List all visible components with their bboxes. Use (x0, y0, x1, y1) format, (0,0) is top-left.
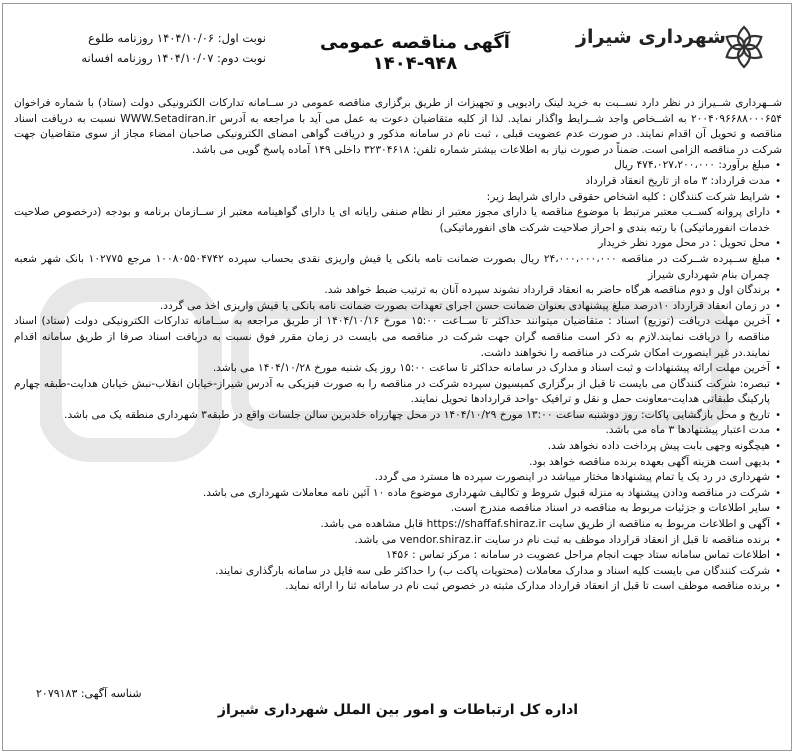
list-item: • مبلغ ســپرده شــرکت در مناقصه ۲۴،۰۰۰،۰۰۰،۰۰۰ ریال بصورت ضمانت نامه بانکی یا فیش واریزی نقدی بحساب سپرده ۱۰۰۸۰۵۵۰۴۷۴۲ مرجع ۱۰۲۷۷۵ بانک شهر شعبه چمران بنام شهرداری شیراز (14, 252, 782, 283)
list-item: • شرایط شرکت کنندگان : کلیه اشخاص حقوقی دارای شرایط زیر: (14, 190, 782, 206)
list-item: • اطلاعات تماس سامانه ستاد جهت انجام مراحل عضویت در سامانه : مرکز تماس : ۱۴۵۶ (14, 548, 782, 564)
notice-body (14, 96, 782, 595)
publication-first: نوبت اول: ۱۴۰۴/۱۰/۰۶ روزنامه طلوع (88, 31, 266, 45)
publication-second: نوبت دوم: ۱۴۰۴/۱۰/۰۷ روزنامه افسانه (81, 51, 266, 65)
list-item: • آخرین مهلت ارائه پیشنهادات و ثبت اسناد و مدارک در سامانه حداکثر تا ساعت ۱۵:۰۰ روز یک شنبه مورخ ۱۴۰۴/۱۰/۲۸ می باشد. (14, 361, 782, 377)
notice-title: آگهی مناقصه عمومی ۹۴۸-۱۴۰۴ (320, 32, 510, 74)
list-item: • تبصره: شرکت کنندگان می بایست تا قبل از برگزاری کمیسیون سپرده شرکت در مناقصه را به صورت فیزیکی به آدرس شیراز-خیابان انقلاب-نبش خیابان هدایت-طبقه چهارم پارکینگ طبقاتی هدایت-معاونت حمل و نقل و ترافیک -واحد قراردادها تحویل نمایند. (14, 377, 782, 408)
list-item: • برنده مناقصه تا قبل از انعقاد قرارداد موظف به ثبت نام در سایت vendor.shiraz.ir می باشد. (14, 533, 782, 549)
list-item: • هیچگونه وجهی بابت پیش پرداخت داده نخواهد شد. (14, 439, 782, 455)
ad-id: شناسه آگهی: ۲۰۷۹۱۸۳ (36, 687, 142, 700)
issuing-office: اداره کل ارتباطات و امور بین الملل شهرداری شیراز (217, 702, 579, 718)
list-item: • شرکت کنندگان می بایست کلیه اسناد و مدارک معاملات (محتویات پاکت ب) را حداکثر طی سه فایل در سامانه بارگذاری نمایند. (14, 564, 782, 580)
list-item: • بدیهی است هزینه آگهی بعهده برنده مناقصه خواهد بود. (14, 455, 782, 471)
list-item: • در زمان انعقاد قرارداد ۱۰درصد مبلغ پیشنهادی بعنوان ضمانت حسن اجرای تعهدات بصورت ضمانت نامه بانکی یا فیش واریزی اخذ می گردد. (14, 299, 782, 315)
list-item: • دارای پروانه کســب معتبر مرتبط با موضوع مناقصه یا دارای مجوز معتبر از نظام صنفی رایانه ای یا دارای گواهینامه معتبر از ســازمان برنامه و بودجه (درخصوص صلاحیت خدمات انفورماتیکی) با رتبه بندی و احراز صلاحیت شرکت های انفورماتیکی) (14, 205, 782, 236)
list-item: • محل تحویل : در محل مورد نظر خریدار (14, 236, 782, 252)
publication-dates (46, 28, 266, 68)
list-item: • مبلغ برآورد: ۴۷۴،۰۲۷،۲۰۰،۰۰۰ ریال (14, 158, 782, 174)
logo-text: شهرداری شیراز (576, 26, 726, 48)
list-item: • آخرین مهلت دریافت (توزیع) اسناد : متقاضیان میتوانند حداکثر تا ســاعت ۱۵:۰۰ مورخ ۱۴۰۴/۱۰/۱۶ از طریق مراجعه به ســامانه تدارکات الکترونیکی دولت (ستاد) اسناد مناقصه را دریافت نمایند.لازم به ذکر است مناقصه گران جهت شرکت در مناقصه می بایست در زمان مقرر فوق نسبت به دریافت اسناد صرفا از طریق سامانه اقدام نمایند.در غیر اینصورت امکان شرکت در مناقصه را نخواهند داشت. (14, 314, 782, 361)
list-item: • مدت اعتبار پیشنهادها ۳ ماه می باشد. (14, 423, 782, 439)
list-item: • شهرداری در رد یک یا تمام پیشنهادها مختار میباشد در اینصورت سپرده ها مسترد می گردد. (14, 470, 782, 486)
list-item: • مدت قرارداد: ۳ ماه از تاریخ انعقاد قرارداد (14, 174, 782, 190)
list-item: • تاریخ و محل بازگشایی پاکات: روز دوشنبه ساعت ۱۳:۰۰ مورخ ۱۴۰۴/۱۰/۲۹ در محل چهارراه خلدبرین سالن جلسات واقع در طبقه۳ شهرداری منطقه یک می باشد. (14, 408, 782, 424)
list-item: • شرکت در مناقصه ودادن پیشنهاد به منزله قبول شروط و تکالیف شهرداری موضوع ماده ۱۰ آئین نامه معاملات شهرداری می باشد. (14, 486, 782, 502)
header (0, 0, 796, 95)
list-item: • برنده مناقصه موظف است تا قبل از انعقاد قرارداد مدارک مثبته در خصوص ثبت نام در سامانه ثنا را ارائه نماید. (14, 579, 782, 595)
list-item: • آگهی و اطلاعات مربوط به مناقصه از طریق سایت https://shaffaf.shiraz.ir قابل مشاهده می باشد. (14, 517, 782, 533)
list-item: • سایر اطلاعات و جزئیات مربوط به مناقصه در اسناد مناقصه مندرج است. (14, 501, 782, 517)
list-item: • برندگان اول و دوم مناقصه هرگاه حاضر به انعقاد قرارداد نشوند سپرده آنان به ترتیب ضبط خواهد شد. (14, 283, 782, 299)
intro-paragraph: شــهرداری شــیراز در نظر دارد نســبت به خرید لینک رادیویی و تجهیزات از طریق برگزاری مناقصه عمومی در ســامانه تدارکات الکترونیکی دولت (ستاد) با شماره فراخوان ۲۰۰۴۰۹۶۶۸۸۰۰۰۶۵۴ به اشــخاص واجد شــرایط واگذار نماید. لذا از کلیه متقاضیان دعوت به عمل می آید با مراجعه به آدرس WWW.Setadiran.ir نسبت به دریافت اسناد مناقصه و تحویل آن اقدام نمایند. در صورت عدم عضویت قبلی ، ثبت نام در سامانه مذکور و دریافت گواهی امضای الکترونیکی صاحبان امضاء مجاز از سوی متقاضیان جهت شرکت در مناقصه الزامی است. ضمناً در صورت نیاز به اطلاعات بیشتر شماره تلفن: ۳۲۳۰۴۶۱۸ داخلی ۱۴۹ آماده پاسخ گویی می باشد. (14, 97, 782, 156)
